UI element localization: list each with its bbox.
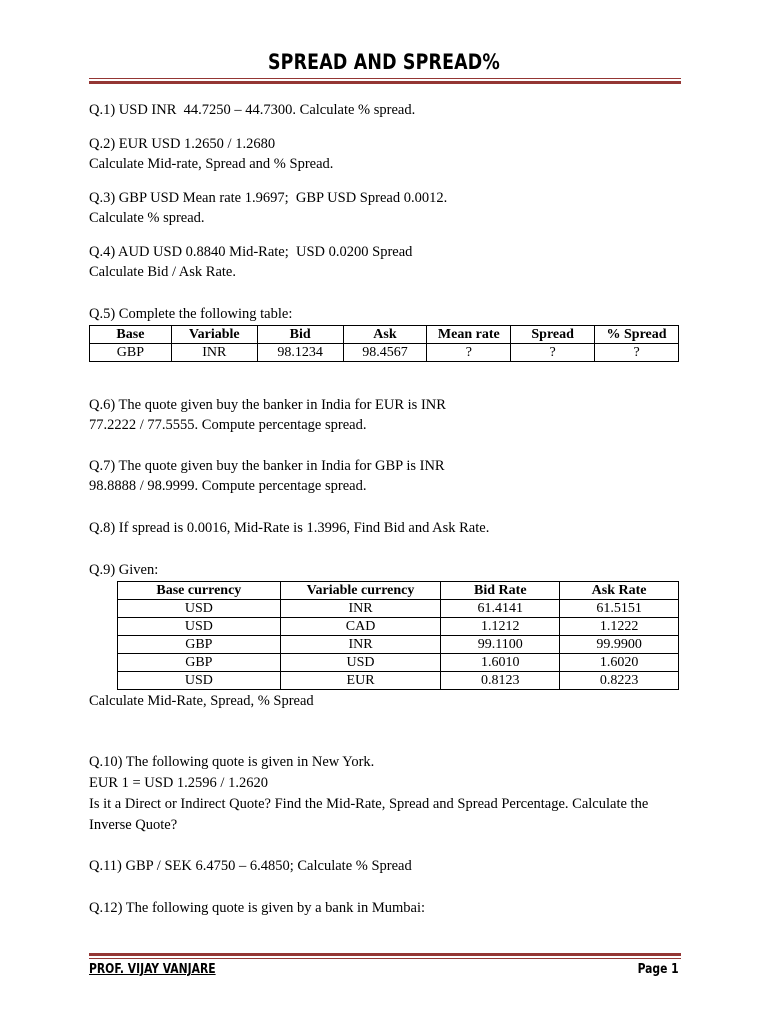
question-10-line-4: Inverse Quote? — [89, 817, 178, 833]
question-10-line-2: EUR 1 = USD 1.2596 / 1.2620 — [89, 775, 268, 791]
table-header-cell: Mean rate — [427, 326, 511, 344]
question-9: Q.9) Given: — [89, 562, 159, 578]
table-cell: USD — [118, 672, 281, 690]
header-rule — [89, 78, 681, 84]
question-9-instruction: Calculate Mid-Rate, Spread, % Spread — [89, 693, 314, 709]
table-cell: INR — [171, 344, 257, 362]
table-cell: 0.8123 — [441, 672, 560, 690]
question-10: Q.10) The following quote is given in New York. — [89, 754, 375, 770]
table-cell: GBP — [118, 636, 281, 654]
question-2: Q.2) EUR USD 1.2650 / 1.2680 — [89, 136, 276, 152]
question-5: Q.5) Complete the following table: — [89, 306, 293, 322]
table-q9 — [117, 581, 679, 690]
table-header-row — [90, 326, 679, 344]
table-cell: 99.1100 — [441, 636, 560, 654]
table-cell: 98.1234 — [257, 344, 343, 362]
table-header-cell: Spread — [511, 326, 595, 344]
table-header-row — [118, 582, 679, 600]
table-row — [118, 618, 679, 636]
table-header-cell: % Spread — [595, 326, 679, 344]
table-header-cell: Bid — [257, 326, 343, 344]
table-cell: 98.4567 — [343, 344, 427, 362]
table-cell: 1.6020 — [560, 654, 679, 672]
question-8: Q.8) If spread is 0.0016, Mid-Rate is 1.3996, Find Bid and Ask Rate. — [89, 520, 490, 536]
table-cell: GBP — [90, 344, 172, 362]
question-6-line-2: 77.2222 / 77.5555. Compute percentage spread. — [89, 417, 367, 433]
page-title: SPREAD AND SPREAD% — [267, 50, 501, 74]
question-12: Q.12) The following quote is given by a bank in Mumbai: — [89, 900, 426, 916]
table-cell: INR — [280, 600, 441, 618]
question-3: Q.3) GBP USD Mean rate 1.9697; GBP USD Spread 0.0012. — [89, 190, 448, 206]
table-cell: USD — [118, 618, 281, 636]
question-4: Q.4) AUD USD 0.8840 Mid-Rate; USD 0.0200 Spread — [89, 244, 413, 260]
question-3-line-2: Calculate % spread. — [89, 210, 205, 226]
table-cell: ? — [511, 344, 595, 362]
table-cell: 61.4141 — [441, 600, 560, 618]
question-7-line-2: 98.8888 / 98.9999. Compute percentage spread. — [89, 478, 367, 494]
table-header-cell: Ask Rate — [560, 582, 679, 600]
question-6: Q.6) The quote given buy the banker in India for EUR is INR — [89, 397, 446, 413]
table-cell: INR — [280, 636, 441, 654]
question-1: Q.1) USD INR 44.7250 – 44.7300. Calculate % spread. — [89, 102, 416, 118]
table-cell: USD — [118, 600, 281, 618]
table-row — [118, 600, 679, 618]
table-cell: 1.1222 — [560, 618, 679, 636]
table-row — [90, 344, 679, 362]
table-q5 — [89, 325, 679, 362]
table-row — [118, 672, 679, 690]
table-row — [118, 636, 679, 654]
table-row — [118, 654, 679, 672]
footer-page-number: Page 1 — [637, 962, 679, 977]
table-cell: 1.6010 — [441, 654, 560, 672]
table-cell: 1.1212 — [441, 618, 560, 636]
table-cell: 99.9900 — [560, 636, 679, 654]
table-header-cell: Base currency — [118, 582, 281, 600]
table-cell: 61.5151 — [560, 600, 679, 618]
table-cell: CAD — [280, 618, 441, 636]
question-10-line-3: Is it a Direct or Indirect Quote? Find the Mid-Rate, Spread and Spread Percentage. Calculate the — [89, 796, 649, 812]
footer-rule — [89, 953, 681, 959]
question-11: Q.11) GBP / SEK 6.4750 – 6.4850; Calculate % Spread — [89, 858, 412, 874]
question-7: Q.7) The quote given buy the banker in India for GBP is INR — [89, 458, 445, 474]
table-cell: USD — [280, 654, 441, 672]
table-header-cell: Variable currency — [280, 582, 441, 600]
table-cell: EUR — [280, 672, 441, 690]
footer-author: PROF. VIJAY VANJARE — [89, 962, 216, 977]
question-2-line-2: Calculate Mid-rate, Spread and % Spread. — [89, 156, 334, 172]
table-header-cell: Ask — [343, 326, 427, 344]
table-header-cell: Bid Rate — [441, 582, 560, 600]
table-header-cell: Variable — [171, 326, 257, 344]
table-cell: ? — [595, 344, 679, 362]
question-4-line-2: Calculate Bid / Ask Rate. — [89, 264, 236, 280]
table-cell: 0.8223 — [560, 672, 679, 690]
table-cell: ? — [427, 344, 511, 362]
table-cell: GBP — [118, 654, 281, 672]
table-header-cell: Base — [90, 326, 172, 344]
